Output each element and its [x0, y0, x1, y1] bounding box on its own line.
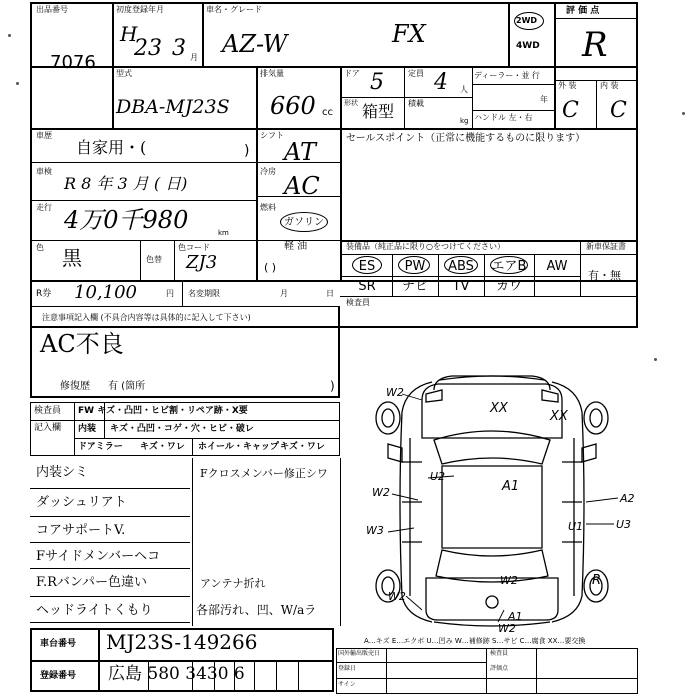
equip-circle: [398, 256, 430, 274]
recycle-label: R券: [36, 289, 52, 299]
damage-mark: U1: [568, 520, 584, 533]
col-divider: [214, 660, 215, 692]
score-divider: [554, 18, 638, 19]
displacement-unit: cc: [322, 107, 333, 118]
col-divider: [484, 254, 485, 296]
usage-value: 自家用・(: [76, 138, 147, 157]
col-divider: [508, 2, 510, 68]
fuel-circle: [280, 212, 328, 232]
equip-circle: [352, 256, 382, 274]
mileage-value: 4万0千980: [64, 206, 189, 234]
notes-frame: [30, 306, 340, 398]
color-code: ZJ3: [186, 252, 218, 273]
col-divider: [98, 628, 100, 692]
row-divider: [30, 66, 638, 68]
load-label: 積載: [408, 99, 424, 108]
model-label: 車名・グレード: [206, 5, 262, 14]
grade: FX: [392, 20, 426, 48]
equip-label: 装備品（純正品に限り○をつけてください）: [346, 242, 505, 251]
damage-mark: W2: [498, 622, 516, 635]
usage-label: 車歴: [36, 131, 52, 140]
equip-navi: ナビ: [401, 279, 428, 294]
first-reg-month: 3: [172, 36, 186, 61]
row-divider: [340, 97, 472, 98]
row-divider: [472, 110, 554, 111]
row-divider: [30, 200, 256, 201]
interior-label: 内 装: [600, 81, 619, 90]
comment-right-1: Fクロスメンバー修正シワ: [200, 467, 328, 480]
comments-border: [340, 458, 341, 626]
footer-label-1: 国外輸出販売日: [338, 650, 381, 657]
door-mirror-items: キズ・ワレ: [140, 442, 185, 452]
capacity-unit: 人: [460, 85, 468, 94]
shift-value: AT: [284, 138, 317, 166]
ac-value: AC: [284, 172, 320, 200]
wheel-cap-items: キズ・ワレ: [280, 442, 325, 452]
comment-underline: [30, 568, 190, 569]
row-divider: [340, 254, 638, 255]
repair-value: 有 (箇所: [108, 381, 146, 392]
col-divider: [112, 2, 114, 128]
row-divider: [336, 662, 486, 663]
damage-mark: R: [592, 573, 602, 588]
col-divider: [554, 2, 556, 128]
scan-speck: [8, 34, 11, 37]
meigi-day: 日: [326, 289, 334, 298]
comments-divider: [192, 458, 193, 626]
comment-underline: [30, 488, 190, 489]
comment-underline: [30, 542, 190, 543]
interior-items: キズ・凸凹・コゲ・穴・ヒビ・破レ: [110, 424, 254, 434]
col-divider: [472, 66, 473, 128]
meigi-label: 名変期限: [188, 289, 220, 298]
damage-mark: W2: [372, 486, 390, 499]
col-divider: [580, 240, 581, 296]
load-unit: kg: [460, 117, 469, 125]
col-divider: [298, 660, 299, 692]
meigi-month: 月: [280, 289, 288, 298]
col-divider: [256, 128, 258, 280]
exterior-grade: C: [562, 98, 579, 123]
comment-underline: [30, 596, 190, 597]
footer-table: [336, 648, 638, 694]
drive-2wd: 2WD: [516, 16, 538, 25]
displacement: 660: [270, 92, 316, 120]
interior-grade: C: [610, 98, 627, 123]
col-divider: [182, 280, 183, 306]
year-label: 年: [540, 95, 548, 104]
equip-sr: SR: [358, 279, 376, 294]
col-divider: [202, 2, 204, 66]
comment-right-5: アンテナ折れ: [200, 577, 266, 590]
chassis-model-label: 型式: [116, 69, 132, 78]
comment-left-3: コアサポートV.: [36, 523, 126, 538]
footer-label-3: 検査員: [490, 650, 509, 657]
row-divider: [336, 678, 638, 679]
row-divider: [30, 660, 334, 662]
damage-mark: A1: [502, 479, 520, 494]
shaken-label: 車検: [36, 167, 52, 176]
lot-label: 出品番号: [36, 5, 68, 14]
comment-left-6: ヘッドライトくもり: [36, 603, 153, 618]
diagram-legend: A…キズ E…エクボ U…凹み W…補修跡 S…サビ C…腐食 XX…要交換: [364, 637, 586, 645]
equip-pw: PW: [404, 259, 426, 274]
wheel-cap-label: ホイール・キャップ: [198, 442, 279, 452]
doors-label: ドア: [344, 69, 360, 78]
damage-mark: W3: [366, 524, 384, 537]
row-divider: [30, 128, 638, 130]
mileage-label: 走行: [36, 203, 52, 212]
repair-close: ): [330, 379, 335, 393]
comment-underline: [30, 516, 190, 517]
fuel-other: 軽 油: [284, 241, 308, 252]
fuel-value: ガソリン: [284, 217, 324, 228]
col-divider: [486, 648, 487, 694]
col-divider: [148, 660, 149, 692]
equip-abs: ABS: [448, 259, 474, 274]
damage-mark: U3: [616, 518, 632, 531]
damage-mark: A2: [620, 492, 635, 505]
col-divider: [536, 648, 537, 694]
exterior-items: FW キズ・凸凹・ヒビ割・リペア跡・X要: [78, 406, 248, 416]
warranty-value: 有・無: [588, 269, 621, 282]
color-code-label: 色コード: [178, 243, 210, 252]
col-divider: [254, 660, 255, 692]
col-divider: [340, 128, 342, 280]
chassis-model: DBA-MJ23S: [116, 96, 230, 118]
comment-left-4: Fサイドメンバーヘコ: [36, 549, 161, 564]
vin-label: 車台番号: [40, 639, 77, 649]
comment-left-5: F.Rバンパー色違い: [36, 575, 148, 590]
damage-mark: XX: [490, 401, 508, 416]
first-reg-era: H: [120, 22, 138, 46]
comment-left-1: 内装シミ: [36, 465, 89, 480]
damage-mark: W2: [386, 386, 404, 399]
exterior-label: 外 装: [558, 81, 577, 90]
lot-number: 7076: [50, 52, 96, 73]
shift-label: シフト: [260, 131, 284, 140]
comment-right-6: 各部汚れ、凹、W/aラ: [196, 603, 317, 617]
scan-speck: [682, 112, 685, 115]
capacity-label: 定員: [408, 69, 424, 78]
model-name: AZ-W: [222, 30, 288, 58]
door-mirror-label: ドアミラー: [78, 442, 123, 452]
new-car-label: 新車保証書: [586, 242, 626, 251]
row-divider: [30, 420, 340, 421]
month-unit: 月: [190, 53, 198, 62]
comment-left-2: ダッシュリアト: [36, 495, 127, 510]
col-divider: [596, 80, 597, 128]
ac-label: 冷房: [260, 167, 276, 176]
interior-cell-label: 内装: [78, 424, 97, 434]
col-divider: [276, 660, 277, 692]
col-divider: [174, 240, 175, 280]
color-value: 黒: [62, 246, 82, 270]
row-divider: [74, 438, 340, 439]
damage-mark: W2: [500, 574, 518, 587]
drive-4wd: 4WD: [516, 41, 540, 51]
dealer-label: ディーラー・並 行: [474, 71, 540, 80]
col-divider: [192, 660, 193, 692]
footer-label-2: 登録日: [338, 665, 357, 672]
body-type: 箱型: [362, 102, 395, 121]
body-type-label: 形状: [344, 99, 358, 107]
equip-leather: カワ: [495, 279, 522, 294]
score-label: 評 価 点: [566, 6, 600, 16]
col-divider: [234, 660, 235, 692]
reg-value: 広島 580 3430 6: [108, 664, 245, 684]
scan-speck: [16, 82, 19, 85]
footer-label-5: サイン: [338, 681, 356, 688]
recycle-unit: 円: [166, 289, 174, 298]
entry-cell-label: 記入欄: [34, 423, 62, 433]
row-divider: [340, 296, 638, 297]
score-value: R: [582, 25, 608, 65]
col-divider: [192, 438, 193, 456]
equip-aw: AW: [546, 259, 568, 274]
sales-label: セールスポイント（正常に機能するものに限ります）: [346, 133, 586, 144]
equip-es: ES: [358, 259, 376, 274]
reg-label: 登録番号: [40, 671, 77, 681]
notes-label: 注意事項記入欄 (不具合内容等は具体的に記入して下さい): [42, 313, 251, 322]
damage-mark: W2: [388, 590, 406, 603]
col-divider: [256, 66, 258, 128]
col-divider: [140, 240, 141, 280]
equip-airbag: エアB: [491, 259, 527, 274]
equip-circle: [490, 256, 528, 274]
displacement-label: 排気量: [260, 69, 284, 78]
scan-speck: [654, 358, 657, 361]
capacity: 4: [434, 70, 448, 95]
inspector-label: 検査員: [346, 298, 370, 307]
recycle-value: 10,100: [74, 282, 137, 303]
fuel-paren: ( ): [264, 261, 277, 274]
notes-value: AC不良: [40, 330, 124, 358]
shaken-value: R 8 年 3 月 ( 日): [64, 174, 188, 193]
inspector-cell-label: 検査員: [34, 406, 62, 416]
fuel-label: 燃料: [260, 203, 276, 212]
car-damage-diagram: [342, 352, 638, 644]
footer-label-4: 評価点: [490, 665, 509, 672]
repair-label: 修復歴: [60, 381, 90, 392]
handle-label: ハンドル 左・右: [474, 113, 533, 122]
equip-tv: TV: [452, 279, 470, 294]
usage-close: ): [244, 143, 250, 159]
color-swap-label: 色替: [146, 255, 162, 264]
row-divider: [340, 276, 580, 277]
damage-mark: XX: [550, 409, 568, 424]
first-reg-year: 23: [134, 36, 162, 61]
damage-mark: U2: [430, 470, 446, 483]
col-divider: [74, 402, 75, 456]
vin-value: MJ23S-149266: [106, 630, 258, 654]
col-divider: [386, 648, 387, 694]
mileage-unit: km: [218, 229, 229, 237]
equip-circle: [444, 256, 478, 274]
damage-mark: A1: [508, 610, 523, 623]
first-reg-label: 初度登録年月: [116, 5, 164, 14]
doors: 5: [370, 70, 384, 95]
color-label: 色: [36, 243, 44, 252]
comment-underline: [30, 622, 190, 623]
row-divider: [472, 84, 554, 85]
